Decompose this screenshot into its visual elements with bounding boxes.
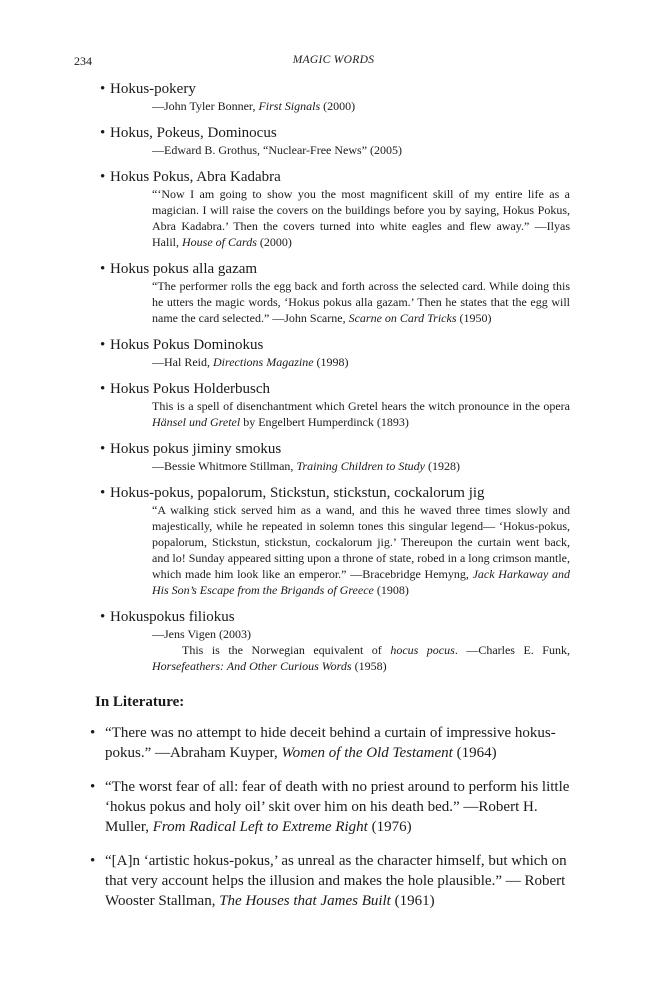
entry-7 [100,484,570,598]
page-number: 234 [74,54,92,68]
work-title: Women of the Old Testament [281,745,453,761]
entry-term: Hokus Pokus Dominokus [110,337,264,353]
work-title: Horsefeathers: And Other Curious Words [152,659,352,673]
bullet-icon: • [100,441,106,457]
entry-source: “A walking stick served him as a wand, and this he waved three times slowly and majestically, while he repeated in solemn tones this singular legend— ‘Hokus-pokus, popalorum, Stickstun, stickstun, cockalorum jig.’ Thereupon the curtain went back, and lo! Sunday appeared sitting upon a throne of state, robed in a long crimson mantle, which made him look like an emperor.” —Bracebridge Hemyng, Jack Harkaway and His Son’s Escape from the Brigands of Greece (1908) [152,503,570,597]
entry-term: Hokuspokus filiokus [110,609,235,625]
entry-note: This is the Norwegian equivalent of hocus pocus. —Charles E. Funk, Horsefeathers: And Other Curious Words (1958) [152,643,570,673]
literature-item: • “The worst fear of all: fear of death with no priest around to perform his little ‘hokus pokus and holy oil’ skit over him on his death bed.” —Robert H. Muller, From Radical Left to Extreme Right (1976) [90,779,570,835]
bullet-icon: • [100,125,106,141]
bullet-icon: • [100,169,106,185]
entry-term: Hokus, Pokeus, Dominocus [110,125,277,141]
literature-item: • “There was no attempt to hide deceit behind a curtain of impressive hokus-pokus.” —Abraham Kuyper, Women of the Old Testament (1964) [90,725,556,761]
entry-term: Hokus Pokus, Abra Kadabra [110,169,281,185]
work-title: First Signals [258,99,321,113]
bullet-icon: • [100,609,106,625]
bullet-icon: • [90,853,96,869]
bullet-icon: • [100,261,106,277]
entry-source: “‘Now I am going to show you the most magnificent skill of my entire life as a magician. I will raise the covers on the buildings before you by saying, Hokus Pokus, Abra Kadabra.’ Then the covers turned into white eagles and flew away.” —Ilyas Halil, House of Cards (2000) [152,187,570,249]
entry-filiokus [100,608,570,674]
entry-6 [100,440,570,474]
entry-term: Hokus pokus jiminy smokus [110,441,282,457]
work-title: House of Cards [182,235,257,249]
bullet-icon: • [90,779,96,795]
entry-term: Hokus pokus alla gazam [110,261,258,277]
entry-source: “The performer rolls the egg back and forth across the selected card. While doing this he utters the magic words, ‘Hokus pokus alla gazam.’ Then he states that the egg will name the card selected.” —John Scarne, Scarne on Card Tricks (1950) [152,279,570,325]
entry-source: —John Tyler Bonner, First Signals (2000) [152,99,356,113]
bullet-icon: • [100,485,106,501]
bullet-icon: • [100,337,106,353]
work-title: From Radical Left to Extreme Right [152,819,368,835]
entry-source: —Bessie Whitmore Stillman, Training Children to Study (1928) [152,459,461,473]
bullet-icon: • [90,725,96,741]
entry-source: —Hal Reid, Directions Magazine (1998) [152,355,349,369]
section-heading: In Literature: [95,694,185,710]
page-body [90,80,570,925]
bullet-icon: • [100,381,106,397]
entry-1 [100,124,570,158]
entry-0 [100,80,570,114]
work-title: Jack Harkaway and His Son’s Escape from the Brigands of Greece [152,567,570,597]
entry-2 [100,168,570,250]
literature-item: • “[A]n ‘artistic hokus-pokus,’ as unreal as the character himself, but which on that very account helps the illusion and makes the hole plausible.” — Robert Wooster Stallman, The Houses that James Built (1961) [90,853,567,909]
entry-3 [100,260,570,326]
work-title: Hänsel und Gretel [152,415,241,429]
entry-term: Hokus-pokery [110,81,196,97]
entry-source: —Edward B. Grothus, “Nuclear-Free News” (2005) [152,143,403,157]
bullet-icon: • [100,81,106,97]
work-title: Scarne on Card Tricks [348,311,457,325]
entry-source: —Jens Vigen (2003) [152,627,252,641]
entry-4 [100,336,570,370]
work-title: The Houses that James Built [219,893,391,909]
entry-source: This is a spell of disenchantment which Gretel hears the witch pronounce in the opera Hänsel und Gretel by Engelbert Humperdinck (1893) [152,399,570,429]
entry-term: Hokus-pokus, popalorum, Stickstun, stickstun, cockalorum jig [110,485,485,501]
running-title: MAGIC WORDS [292,54,375,66]
work-title: Directions Magazine [213,355,314,369]
entry-term: Hokus Pokus Holderbusch [110,381,270,397]
work-title: Training Children to Study [296,459,426,473]
entry-5 [100,380,570,430]
